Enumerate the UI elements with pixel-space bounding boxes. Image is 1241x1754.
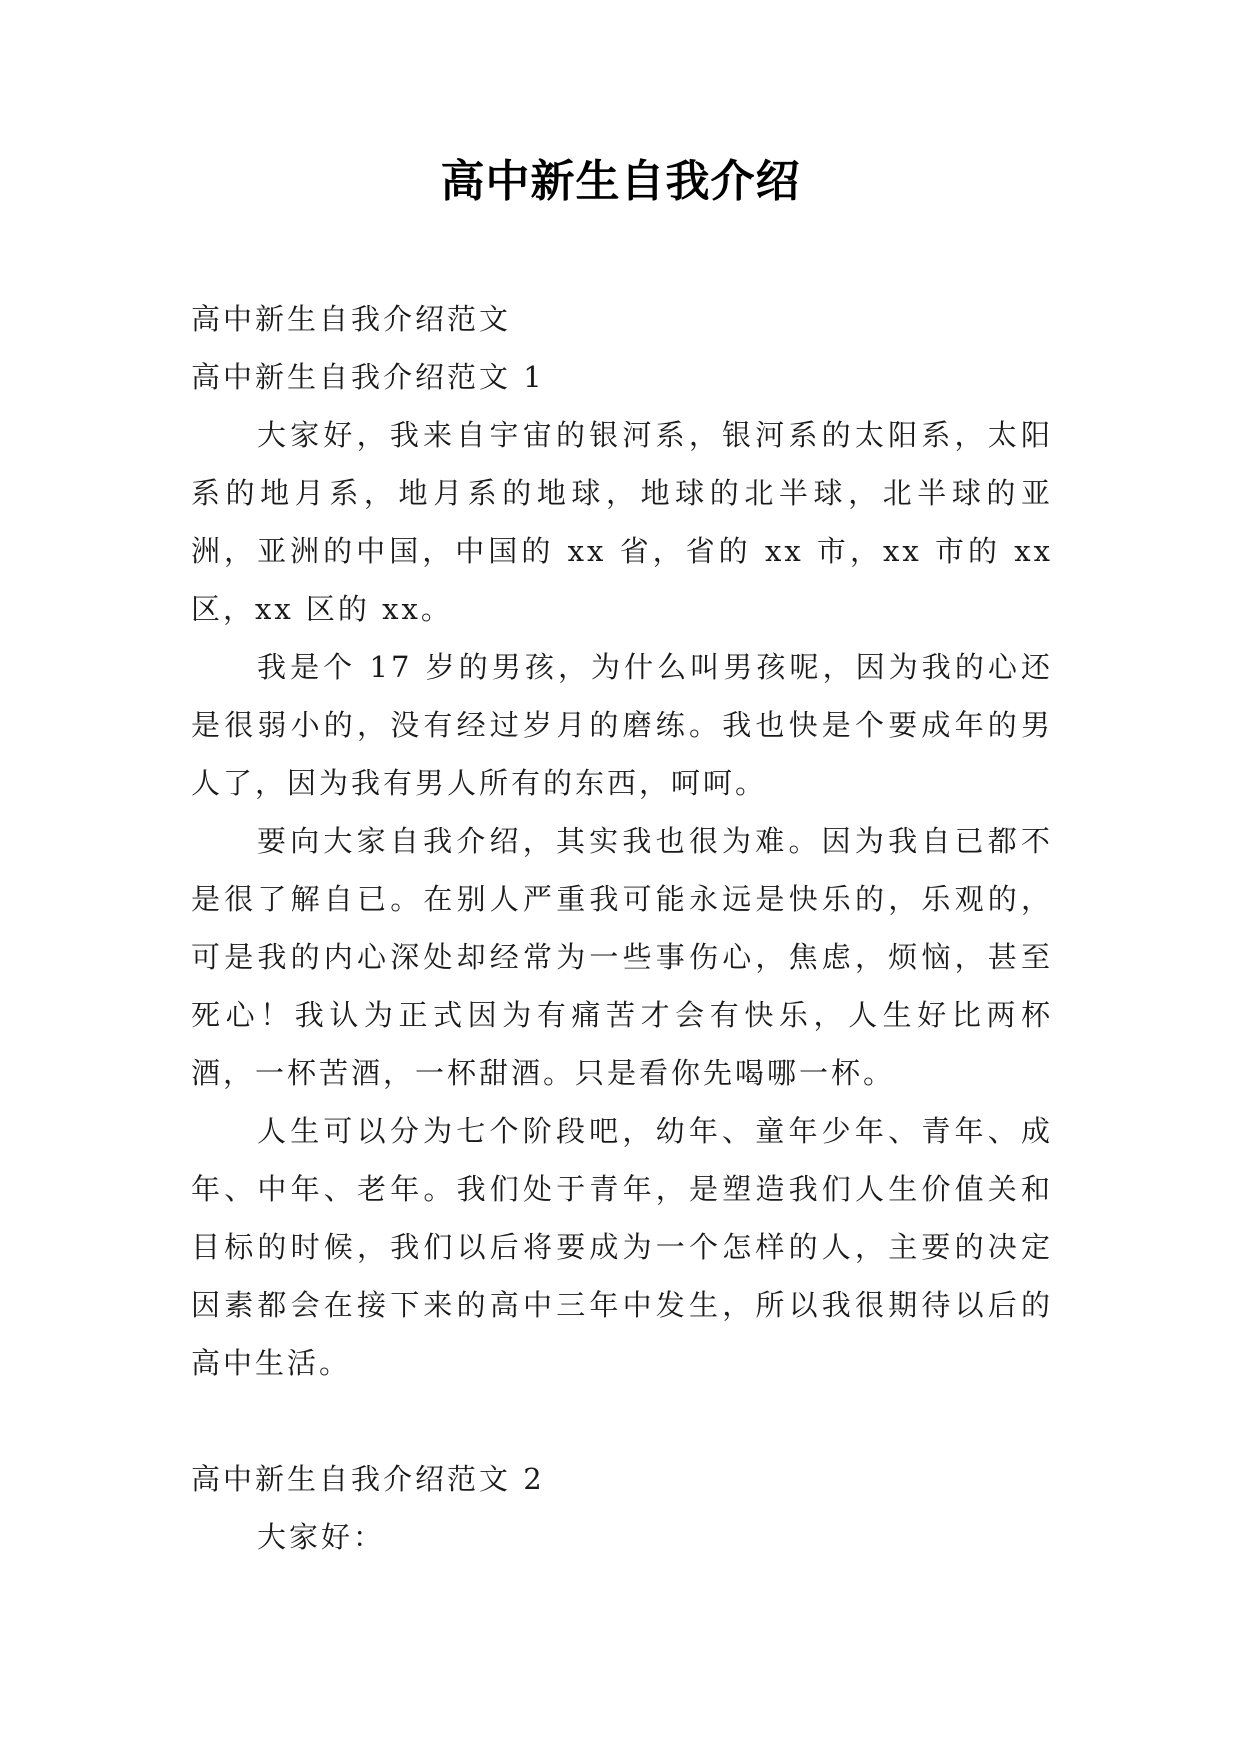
section-1-heading: 高中新生自我介绍范文 1 <box>191 360 545 394</box>
document-body <box>191 290 1053 1566</box>
section-1-paragraph: 我是个 17 岁的男孩，为什么叫男孩呢，因为我的心还是很弱小的，没有经过岁月的磨练。我也快是个要成年的男人了，因为我有男人所有的东西，呵呵。 <box>191 650 1053 800</box>
section-1-paragraph: 人生可以分为七个阶段吧，幼年、童年少年、青年、成年、中年、老年。我们处于青年，是塑造我们人生价值关和目标的时候，我们以后将要成为一个怎样的人，主要的决定因素都会在接下来的高中三年中发生，所以我很期待以后的高中生活。 <box>191 1114 1053 1380</box>
section-2-heading: 高中新生自我介绍范文 2 <box>191 1462 545 1496</box>
section-1-paragraph: 大家好，我来自宇宙的银河系，银河系的太阳系，太阳系的地月系，地月系的地球，地球的北半球，北半球的亚洲，亚洲的中国，中国的 xx 省，省的 xx 市，xx 市的 xx 区，xx 区的 xx。 <box>191 418 1053 626</box>
section-spacer <box>191 1392 1053 1450</box>
document-title: 高中新生自我介绍 <box>440 156 801 207</box>
section-1-paragraph: 要向大家自我介绍，其实我也很为难。因为我自已都不是很了解自已。在别人严重我可能永远是快乐的，乐观的，可是我的内心深处却经常为一些事伤心，焦虑，烦恼，甚至死心！我认为正式因为有痛苦才会有快乐，人生好比两杯酒，一杯苦酒，一杯甜酒。只是看你先喝哪一杯。 <box>191 824 1053 1090</box>
section-2-paragraph: 大家好： <box>257 1520 386 1554</box>
document-subtitle: 高中新生自我介绍范文 <box>191 302 512 336</box>
